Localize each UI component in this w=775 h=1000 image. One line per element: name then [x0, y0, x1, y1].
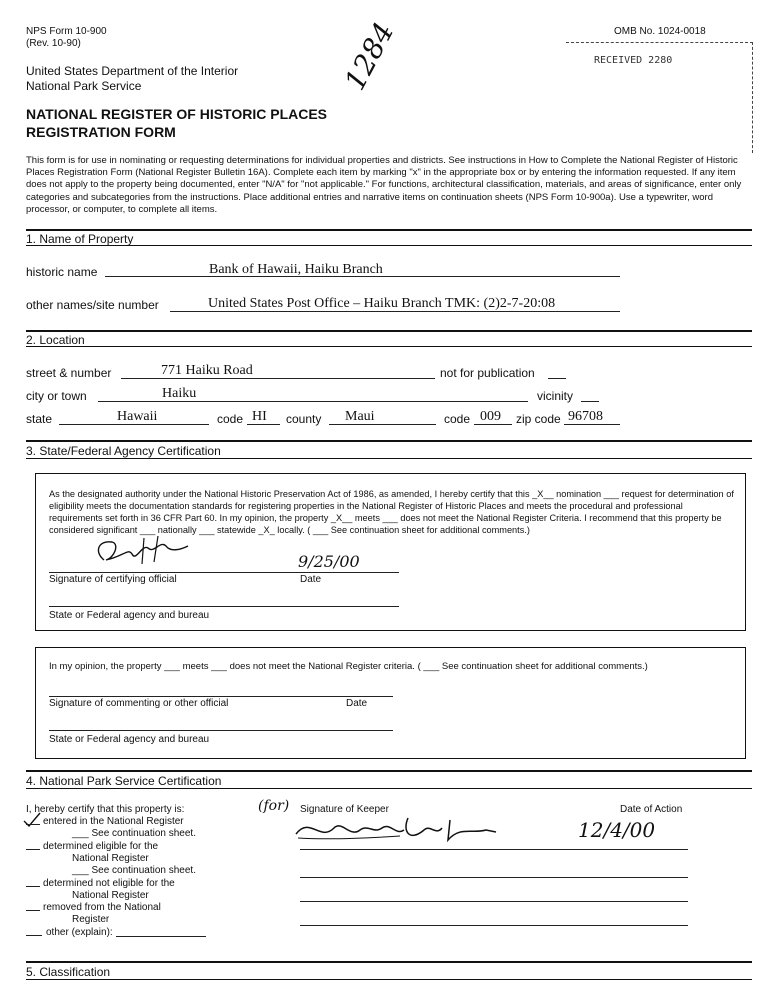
city-field[interactable] [98, 387, 528, 402]
street-field[interactable] [121, 364, 435, 379]
historic-name-label: historic name [26, 265, 98, 279]
section4-heading: 4. National Park Service Certification [26, 774, 222, 788]
option-entered: entered in the National Register [43, 816, 184, 827]
section2-rule [26, 346, 752, 347]
option-removed-line1: removed from the National [43, 902, 161, 913]
date2-label: Date [346, 698, 368, 709]
county-value: Maui [345, 409, 375, 424]
historic-name-value: Bank of Hawaii, Haiku Branch [209, 262, 383, 277]
for-note: (for) [258, 798, 290, 814]
certifying-signature [84, 534, 194, 574]
section4-rule [26, 788, 752, 789]
street-label: street & number [26, 366, 112, 380]
form-revision: (Rev. 10-90) [26, 38, 81, 49]
vicinity-label: vicinity [537, 389, 574, 403]
section5-rule [26, 979, 752, 980]
other-explain-field[interactable] [116, 927, 206, 937]
keeper-signature [290, 812, 500, 846]
signature-line-2[interactable] [49, 694, 393, 697]
section2-heading: 2. Location [26, 333, 85, 347]
street-value: 771 Haiku Road [161, 363, 253, 378]
keeper-label: Signature of Keeper [300, 804, 389, 815]
zip-field[interactable] [564, 409, 620, 425]
form-title-line1: NATIONAL REGISTER OF HISTORIC PLACES [26, 106, 328, 122]
see-continuation-1: ___ See continuation sheet. [72, 828, 196, 839]
eligible-checkbox[interactable] [26, 841, 40, 850]
not-eligible-checkbox[interactable] [26, 878, 40, 887]
other-names-label: other names/site number [26, 298, 159, 312]
removed-checkbox[interactable] [26, 902, 40, 911]
date-label: Date [300, 574, 322, 585]
vicinity-field[interactable] [581, 389, 599, 402]
option-eligible-line1: determined eligible for the [43, 841, 159, 852]
option-other: other (explain): [46, 927, 113, 938]
entered-checkbox[interactable] [26, 816, 40, 825]
section3-top-rule [26, 440, 752, 442]
county-code-label: code [444, 412, 471, 426]
form-number: NPS Form 10-900 [26, 26, 107, 37]
section3-rule [26, 458, 752, 459]
state-certification-box [35, 473, 746, 631]
county-field[interactable] [329, 409, 436, 425]
other-names-field[interactable] [170, 296, 620, 312]
agency-label: State or Federal agency and bureau [49, 610, 210, 621]
section1-heading: 1. Name of Property [26, 232, 134, 246]
other-names-value: United States Post Office – Haiku Branch TMK: (2)2-7-20:08 [208, 296, 556, 311]
state-code-label: code [217, 412, 244, 426]
section1-rule [26, 245, 752, 246]
omb-number: OMB No. 1024-0018 [614, 26, 706, 37]
state-label: state [26, 412, 53, 426]
zip-label: zip code [516, 412, 561, 426]
department: United States Department of the Interior [26, 64, 239, 78]
certify-text: I, hereby certify that this property is: [26, 804, 185, 815]
state-value: Hawaii [117, 409, 158, 424]
comment-box [35, 647, 746, 759]
keeper-line-3[interactable] [300, 900, 688, 902]
section5-top-rule [26, 961, 752, 963]
section4-top-rule [26, 770, 752, 772]
state-code-value: HI [252, 409, 267, 424]
handwritten-number: 1284 [338, 17, 401, 96]
city-value: Haiku [162, 386, 197, 401]
form-title-line2: REGISTRATION FORM [26, 124, 176, 140]
agency-line-1[interactable] [49, 604, 399, 607]
see-continuation-2: ___ See continuation sheet. [72, 865, 196, 876]
zip-value: 96708 [568, 409, 603, 424]
option-not-eligible-line1: determined not eligible for the [43, 878, 175, 889]
keeper-line-1[interactable] [300, 848, 688, 850]
option-not-eligible-line2: National Register [72, 890, 149, 901]
option-removed-line2: Register [72, 914, 110, 925]
received-stamp [566, 42, 753, 153]
section2-top-rule [26, 330, 752, 332]
state-field[interactable] [59, 409, 209, 425]
city-label: city or town [26, 389, 87, 403]
received-stamp-text: RECEIVED 2280 [594, 55, 673, 66]
certification-text: As the designated authority under the National Historic Preservation Act of 1986, as amended, I hereby certify that this _X__ nomination ___ request for determination of eligibility meets the documentation standards for registering properties in the National Register of Historic Places and meets the procedural and professional requirements set forth in 36 CFR Part 60. In my opinion, the property _X__ meets ___ does not meet the National Register Criteria. I recommend that this property be considered significant ___ nationally ___ statewide _X_ locally. ( ___ See continuation sheet for additional comments.) [49, 489, 734, 535]
agency2-label: State or Federal agency and bureau [49, 734, 210, 745]
keeper-line-4[interactable] [300, 924, 688, 926]
signature-label: Signature of certifying official [49, 574, 177, 585]
state-code-field[interactable] [247, 409, 280, 425]
section3-heading: 3. State/Federal Agency Certification [26, 444, 221, 458]
keeper-line-2[interactable] [300, 876, 688, 878]
historic-name-field[interactable] [105, 262, 620, 277]
county-label: county [286, 412, 322, 426]
other-checkbox[interactable] [26, 927, 42, 936]
agency-line-2[interactable] [49, 728, 393, 731]
section5-heading: 5. Classification [26, 965, 111, 979]
section1-top-rule [26, 229, 752, 231]
not-for-publication-field[interactable] [548, 366, 566, 379]
certification-date-value: 9/25/00 [298, 552, 360, 571]
county-code-field[interactable] [474, 409, 512, 425]
signature2-label: Signature of commenting or other official [49, 698, 229, 709]
intro-paragraph: This form is for use in nominating or requesting determinations for individual properties and districts. See instructions in How to Complete the National Register of Historic Places Registration Form (National Register Bulletin 16A). Complete each item by marking "x" in the appropriate box or by entering the information requested. If any item does not apply to the property being documented, enter "N/A" for "not applicable." For functions, architectural classification, materials, and areas of significance, enter only categories and subcategories from the instructions. Place additional entries and narrative items on continuation sheets (NPS Form 10-900a). Use a typewriter, word processor, or computer, to complete all items. [26, 155, 742, 215]
date-of-action-label: Date of Action [620, 804, 683, 815]
county-code-value: 009 [480, 409, 501, 424]
not-for-publication-label: not for publication [440, 366, 535, 380]
date-of-action-value: 12/4/00 [578, 818, 656, 842]
opinion-text: In my opinion, the property ___ meets ___ does not meet the National Register criteria. ( ___ See continuation sheet for additional comments.) [49, 661, 648, 672]
option-eligible-line2: National Register [72, 853, 149, 864]
service: National Park Service [26, 79, 142, 93]
